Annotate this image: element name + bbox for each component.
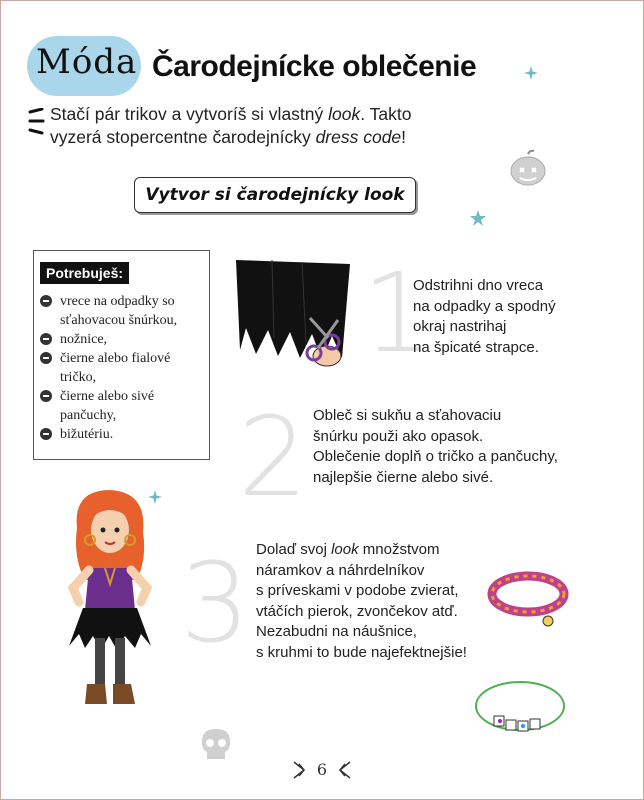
bead-bracelet-illustration xyxy=(470,676,570,738)
arrow-bullet-icon xyxy=(40,390,52,402)
step-2-text: Obleč si sukňu a sťahovaciu šnúrku použi ako opasok. Oblečenie doplň o tričko a pančuchy, najlepšie čierne alebo sivé. xyxy=(313,407,558,486)
star-icon xyxy=(470,210,486,226)
page-number: 6 xyxy=(316,760,328,779)
left-chevrons-icon xyxy=(290,760,308,780)
cut-bag-illustration xyxy=(232,258,362,378)
section-label: Móda xyxy=(36,42,138,82)
step-number: 3 xyxy=(180,539,250,667)
skull-icon xyxy=(198,726,234,762)
arrow-bullet-icon xyxy=(40,333,52,345)
arrow-bullet-icon xyxy=(40,295,52,307)
intro-text: Stačí pár trikov a vytvoríš si vlastný look. Takto vyzerá stopercentne čarodejnícky dress code! xyxy=(50,104,412,147)
step-1-text: Odstrihni dno vreca na odpadky a spodný okraj nastrihaj na špicaté strapce. xyxy=(413,277,556,356)
list-item: čierne alebo sivé pančuchy, xyxy=(40,387,202,425)
list-item: nožnice, xyxy=(40,330,202,349)
materials-list xyxy=(40,292,202,444)
list-item: bižutériu. xyxy=(40,425,202,444)
witch-girl-illustration xyxy=(55,488,165,714)
page-title: Čarodejnícke oblečenie xyxy=(152,50,477,83)
right-chevrons-icon xyxy=(336,760,354,780)
woven-bracelet-illustration xyxy=(486,566,576,636)
list-item: čierne alebo fialové tričko, xyxy=(40,349,202,387)
arrow-bullet-icon xyxy=(40,352,52,364)
pumpkin-icon xyxy=(508,148,548,188)
sparkle-icon xyxy=(524,66,538,80)
sparkle-icon xyxy=(148,490,162,504)
cta-banner: Vytvor si čarodejnícky look xyxy=(134,177,416,213)
arrow-bullet-icon xyxy=(40,428,52,440)
step-3-text: Dolaď svoj look množstvom náramkov a náhrdelníkov s príveskami v podobe zvierat, vtáčích pierok, zvončekov atď. Nezabudni na náušnice, s kruhmi to bude najefektnejšie! xyxy=(256,541,467,661)
step-number: 1 xyxy=(362,249,432,377)
quote-dashes-icon xyxy=(28,108,46,144)
materials-title: Potrebuješ: xyxy=(40,262,129,284)
list-item: vrece na odpadky so sťahovacou šnúrkou, xyxy=(40,292,202,330)
step-number: 2 xyxy=(238,393,308,521)
